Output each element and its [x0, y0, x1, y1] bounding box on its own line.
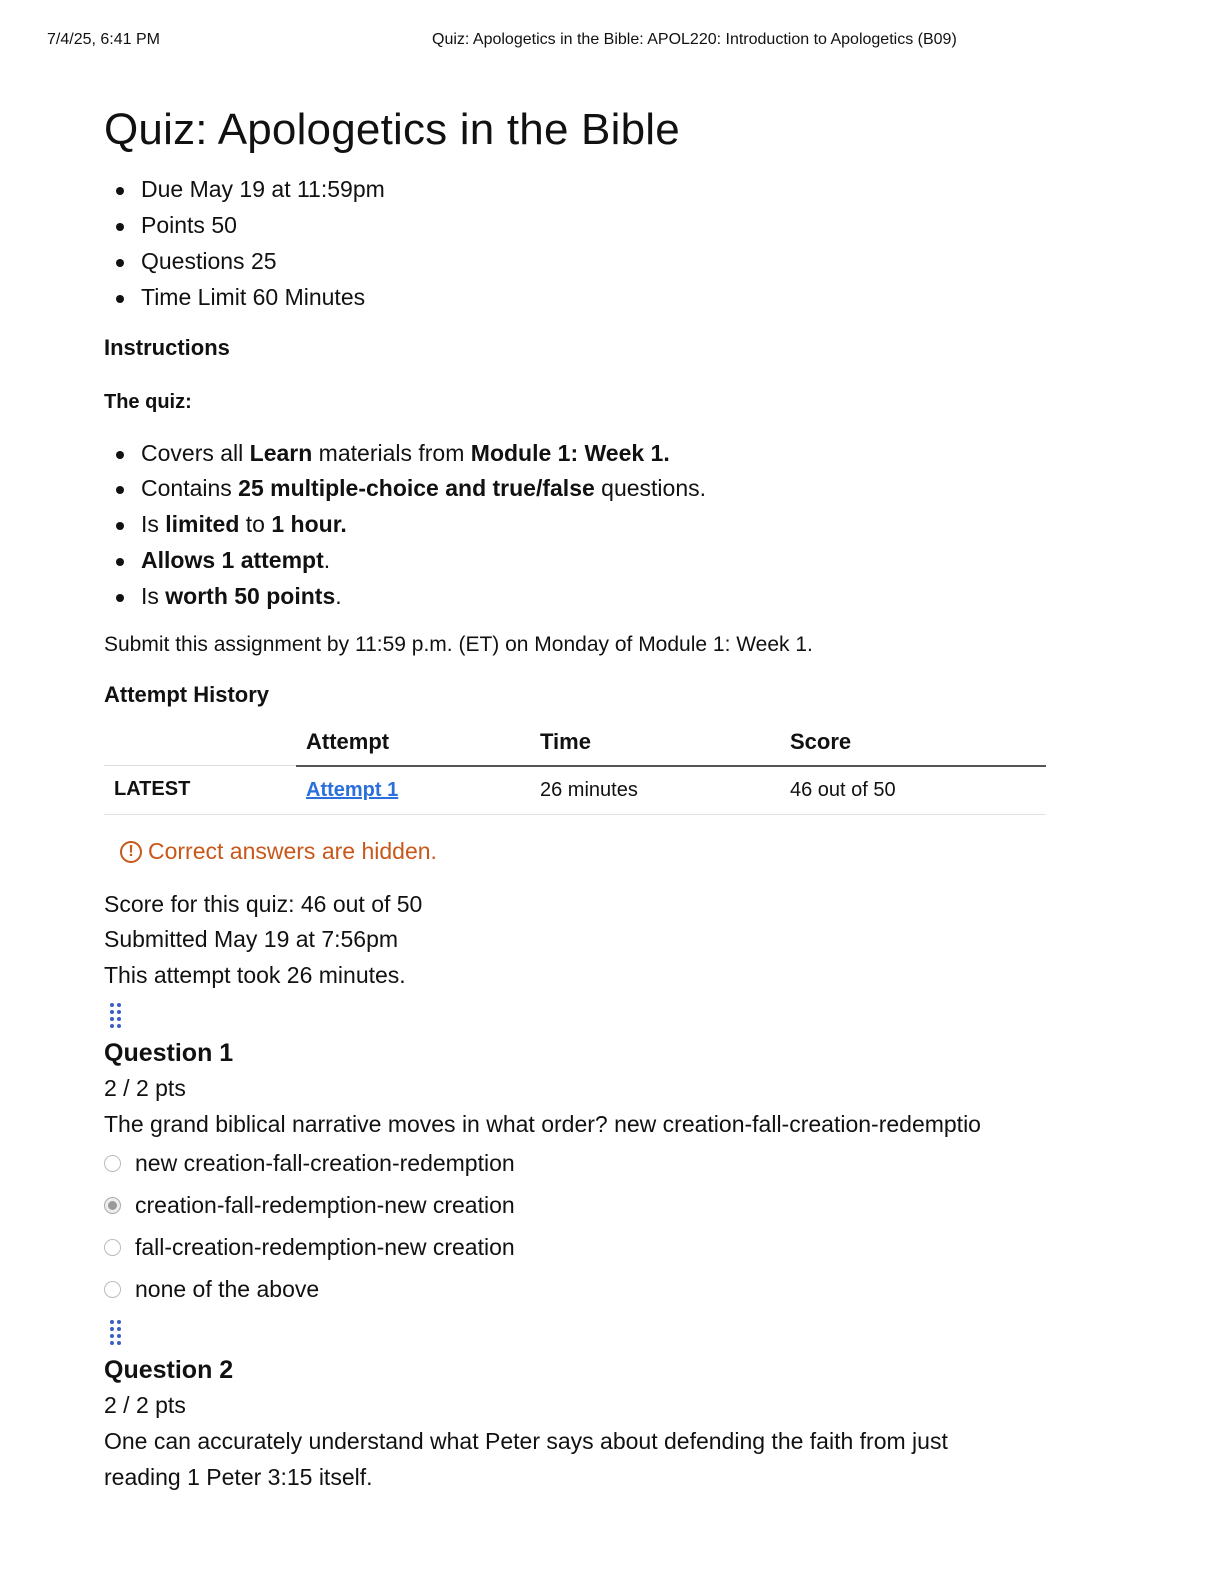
question-1-title: Question 1 [104, 1039, 234, 1068]
submit-note: Submit this assignment by 11:59 p.m. (ET) on Monday of Module 1: Week 1. [104, 632, 813, 656]
quiz-time-limit: Time Limit 60 Minutes [104, 280, 1064, 316]
instruction-item: Allows 1 attempt. [104, 543, 1064, 579]
attempt-duration: This attempt took 26 minutes. [104, 961, 406, 988]
instruction-item: Contains 25 multiple-choice and true/false questions. [104, 471, 1064, 507]
table-row [104, 766, 1046, 815]
quiz-score: Score for this quiz: 46 out of 50 [104, 890, 423, 917]
attempt-1-link[interactable]: Attempt 1 [306, 778, 399, 801]
instructions-list [104, 436, 1064, 615]
attempt-status: LATEST [104, 766, 296, 815]
print-document-title: Quiz: Apologetics in the Bible: APOL220: Introduction to Apologetics (B09) [432, 31, 957, 48]
quiz-details-list [104, 172, 1064, 315]
quiz-content [104, 100, 1064, 1495]
attempt-time: 26 minutes [530, 766, 780, 815]
correct-answers-hidden-alert [120, 835, 1064, 869]
quiz-points: Points 50 [104, 208, 1064, 244]
drag-handle-icon[interactable] [110, 1320, 121, 1345]
answer-label: new creation-fall-creation-redemption [135, 1149, 515, 1176]
answer-option[interactable] [104, 1184, 1064, 1226]
answer-label: none of the above [135, 1275, 320, 1302]
exclamation-circle-icon: ! [120, 841, 142, 863]
instructions-heading: Instructions [104, 334, 230, 360]
instruction-item: Is limited to 1 hour. [104, 507, 1064, 543]
answer-option[interactable] [104, 1268, 1064, 1310]
table-header-row [104, 721, 1046, 766]
attempt-history-table [104, 721, 1046, 815]
quiz-due-date: Due May 19 at 11:59pm [104, 172, 1064, 208]
radio-unselected-icon[interactable] [104, 1239, 121, 1256]
column-header-status [104, 721, 296, 766]
instructions-subheading: The quiz: [104, 390, 192, 413]
alert-text: Correct answers are hidden. [148, 838, 437, 865]
attempt-cell [296, 766, 530, 815]
radio-unselected-icon[interactable] [104, 1155, 121, 1172]
radio-unselected-icon[interactable] [104, 1281, 121, 1298]
column-header-time: Time [530, 721, 780, 766]
submitted-time: Submitted May 19 at 7:56pm [104, 926, 399, 953]
column-header-attempt: Attempt [296, 721, 530, 766]
print-timestamp: 7/4/25, 6:41 PM [47, 31, 160, 48]
answer-option[interactable] [104, 1142, 1064, 1184]
answer-label: creation-fall-redemption-new creation [135, 1191, 515, 1218]
answer-option[interactable] [104, 1226, 1064, 1268]
score-summary [104, 887, 1064, 994]
column-header-score: Score [780, 721, 1046, 766]
attempt-history-heading: Attempt History [104, 681, 270, 707]
question-2-title: Question 2 [104, 1356, 234, 1385]
question-1-points: 2 / 2 pts [104, 1075, 186, 1102]
attempt-score: 46 out of 50 [780, 766, 1046, 815]
drag-handle-icon[interactable] [110, 1003, 121, 1028]
page-title: Quiz: Apologetics in the Bible [104, 105, 680, 154]
question-1-text: The grand biblical narrative moves in what order? new creation-fall-creation-redemptio [104, 1111, 981, 1138]
instruction-item: Is worth 50 points. [104, 579, 1064, 615]
question-2-text: One can accurately understand what Peter says about defending the faith from just reading 1 Peter 3:15 itself. [104, 1428, 948, 1491]
question-2-points: 2 / 2 pts [104, 1392, 186, 1419]
radio-selected-icon[interactable] [104, 1197, 121, 1214]
answer-label: fall-creation-redemption-new creation [135, 1233, 515, 1260]
quiz-question-count: Questions 25 [104, 244, 1064, 280]
instruction-item: Covers all Learn materials from Module 1: Week 1. [104, 436, 1064, 472]
